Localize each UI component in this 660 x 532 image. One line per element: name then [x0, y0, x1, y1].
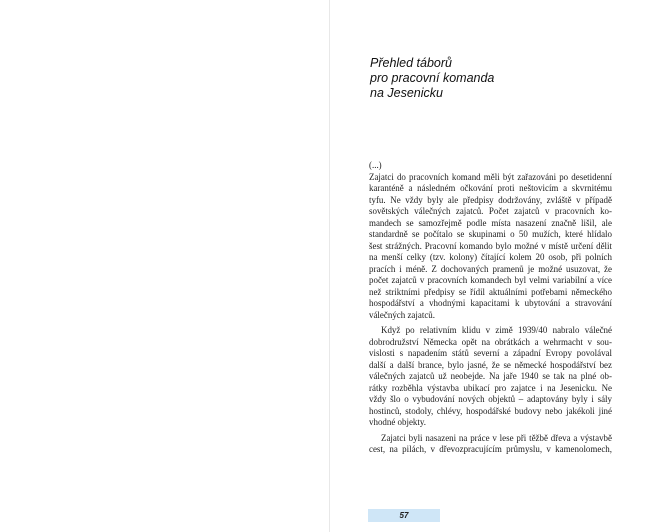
text-line: než striktními předpisy se řídil aktuálními potřebami německého [369, 286, 612, 297]
text-line: válečných zajatců. [369, 309, 435, 320]
body-text [369, 160, 612, 456]
text-line: vislosti s napadením států severní a západní Evropy povolával [369, 348, 612, 358]
text-line: válečných zajatců už neobejde. Na jaře 1940 se tak na plné ob- [369, 371, 612, 381]
text-line: vhodné objekty. [369, 417, 427, 427]
ellipsis-line: (...) [369, 160, 382, 170]
text-line: Zajatci byli nasazeni na práce v lese při těžbě dřeva a výstavbě [381, 432, 612, 443]
chapter-title-line: pro pracovní komanda [370, 71, 495, 85]
text-line: cest, na pilách, v dřevozpracujícím průmyslu, v kamenolomech, [369, 444, 612, 454]
text-line: karanténě a následném očkování proti neštovicím a skvrnitému [369, 183, 612, 193]
text-line: Zajatci do pracovních komand měli být zařazováni po desetidenní [369, 171, 612, 182]
text-line: sovětských válečných zajatců. Počet zajatců v pracovních ko- [369, 206, 612, 216]
text-line: počet zajatců v pracovních komandech byl velmi variabilní a více [369, 275, 612, 285]
text-line: tyfu. Ne vždy byly ale předpisy dodržovány, zvláště v případě [369, 194, 612, 205]
text-line: hostinců, stodoly, chlévy, hospodářské budovy nebo jakékoli jiné [369, 405, 612, 416]
text-line: mandech se samozřejmě podle místa nasazení značně lišil, ale [369, 217, 612, 228]
chapter-title [370, 56, 610, 101]
text-line: rátky rozběhla výstavba ubikací pro zajatce i na Jesenicku. Ne [369, 382, 612, 393]
text-line: šest strážných. Pracovní komando bylo možné v místě určení dělit [369, 240, 612, 251]
page-gutter [329, 0, 330, 532]
text-line: vždy šlo o vybudování nových objektů – adaptovány byly i sály [369, 394, 612, 404]
text-line: další a další brance, bylo jasné, že se německé hospodářství bez [369, 359, 612, 370]
chapter-title-line: Přehled táborů [370, 56, 453, 70]
text-line: Když po relativním klidu v zimě 1939/40 nabralo válečné [381, 325, 612, 335]
text-line: standardně se počítalo se skupinami o 50 mužích, které hlídalo [369, 229, 612, 239]
text-line: na menší celky (tzv. kolony) čítající kolem 20 osob, při polních [369, 252, 612, 262]
text-line: pracích i méně. Z dochovaných pramenů je možné usuzovat, že [369, 263, 612, 274]
page-number: 57 [399, 511, 409, 520]
text-line: dobrodružství Německa opět na obrátkách a wehrmacht v sou- [369, 336, 612, 347]
chapter-title-line: na Jesenicku [370, 86, 443, 100]
text-line: hospodářství a vhodnými kapacitami k ubytování a stravování [369, 298, 612, 308]
